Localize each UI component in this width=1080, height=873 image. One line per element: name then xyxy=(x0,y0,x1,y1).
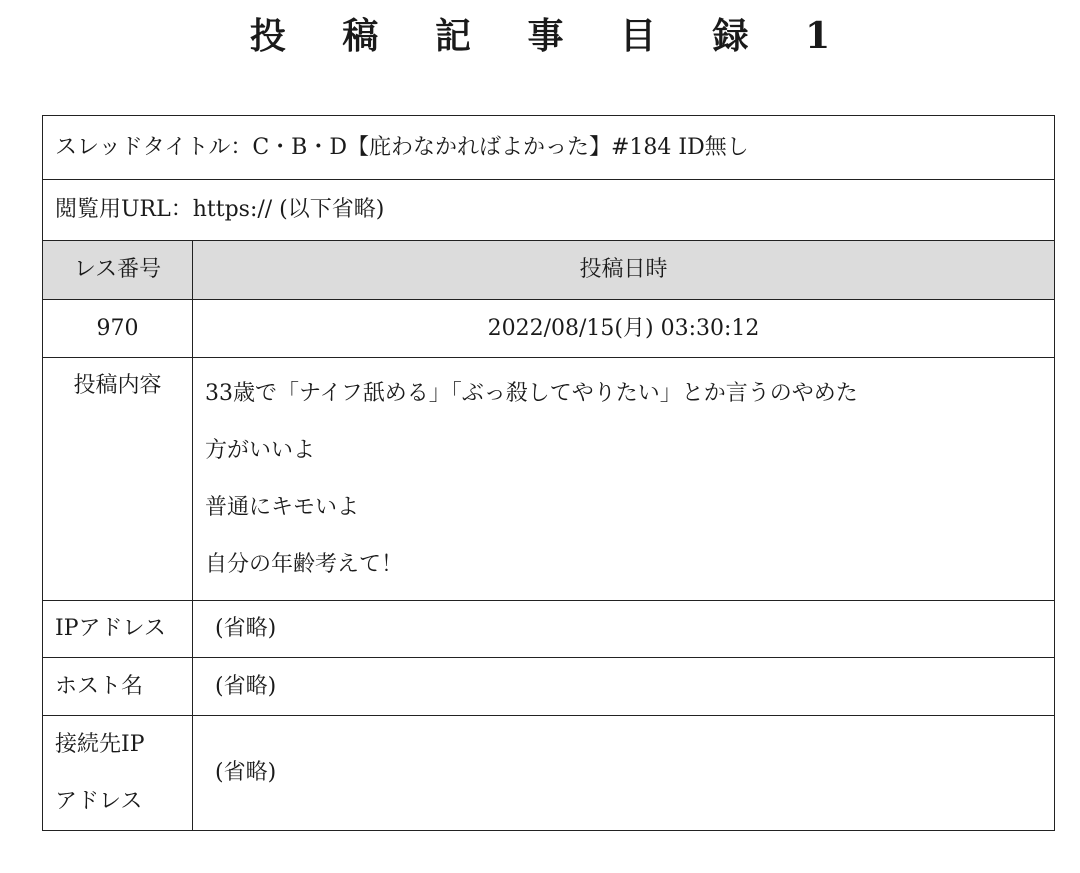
document-title: 投 稿 記 事 目 録 1 xyxy=(249,15,853,57)
url-value: https:// (以下省略) xyxy=(192,197,385,222)
url-label: 閲覧用URL： xyxy=(55,197,193,222)
connection-label-line: 接続先IP xyxy=(55,732,145,757)
url-row xyxy=(43,180,1055,241)
url-cell xyxy=(43,180,1055,241)
host-row xyxy=(43,658,1055,716)
content-line: 33歳で「ナイフ舐める」「ぶっ殺してやりたい」とか言うのやめた xyxy=(205,381,858,406)
content-line: 普通にキモいよ xyxy=(205,495,360,520)
thread-title-row xyxy=(43,116,1055,180)
thread-title-value: C・B・D【庇わなかればよかった】#184 ID無し xyxy=(252,134,749,160)
ip-label: IPアドレス xyxy=(43,601,193,658)
host-label: ホスト名 xyxy=(43,658,193,716)
content-line: 自分の年齢考えて！ xyxy=(205,552,404,577)
thread-title-cell xyxy=(43,116,1055,180)
posted-at-header: 投稿日時 xyxy=(193,241,1055,300)
connection-row xyxy=(43,716,1055,831)
thread-title-label: スレッドタイトル： xyxy=(55,134,253,160)
connection-label xyxy=(43,716,193,831)
content-row xyxy=(43,358,1055,601)
res-number-header: レス番号 xyxy=(43,241,193,300)
connection-label-line: アドレス xyxy=(55,789,143,814)
ip-row xyxy=(43,601,1055,658)
content-body xyxy=(193,358,1055,601)
content-label: 投稿内容 xyxy=(43,358,193,601)
post-meta-row xyxy=(43,300,1055,358)
header-row xyxy=(43,241,1055,300)
ip-value: (省略) xyxy=(193,601,1055,658)
post-record-table xyxy=(42,115,1055,831)
posted-at-value: 2022/08/15(月) 03:30:12 xyxy=(193,300,1055,358)
res-number-value: 970 xyxy=(43,300,193,358)
content-line: 方がいいよ xyxy=(205,438,316,463)
host-value: (省略) xyxy=(193,658,1055,716)
connection-value: (省略) xyxy=(193,716,1055,831)
